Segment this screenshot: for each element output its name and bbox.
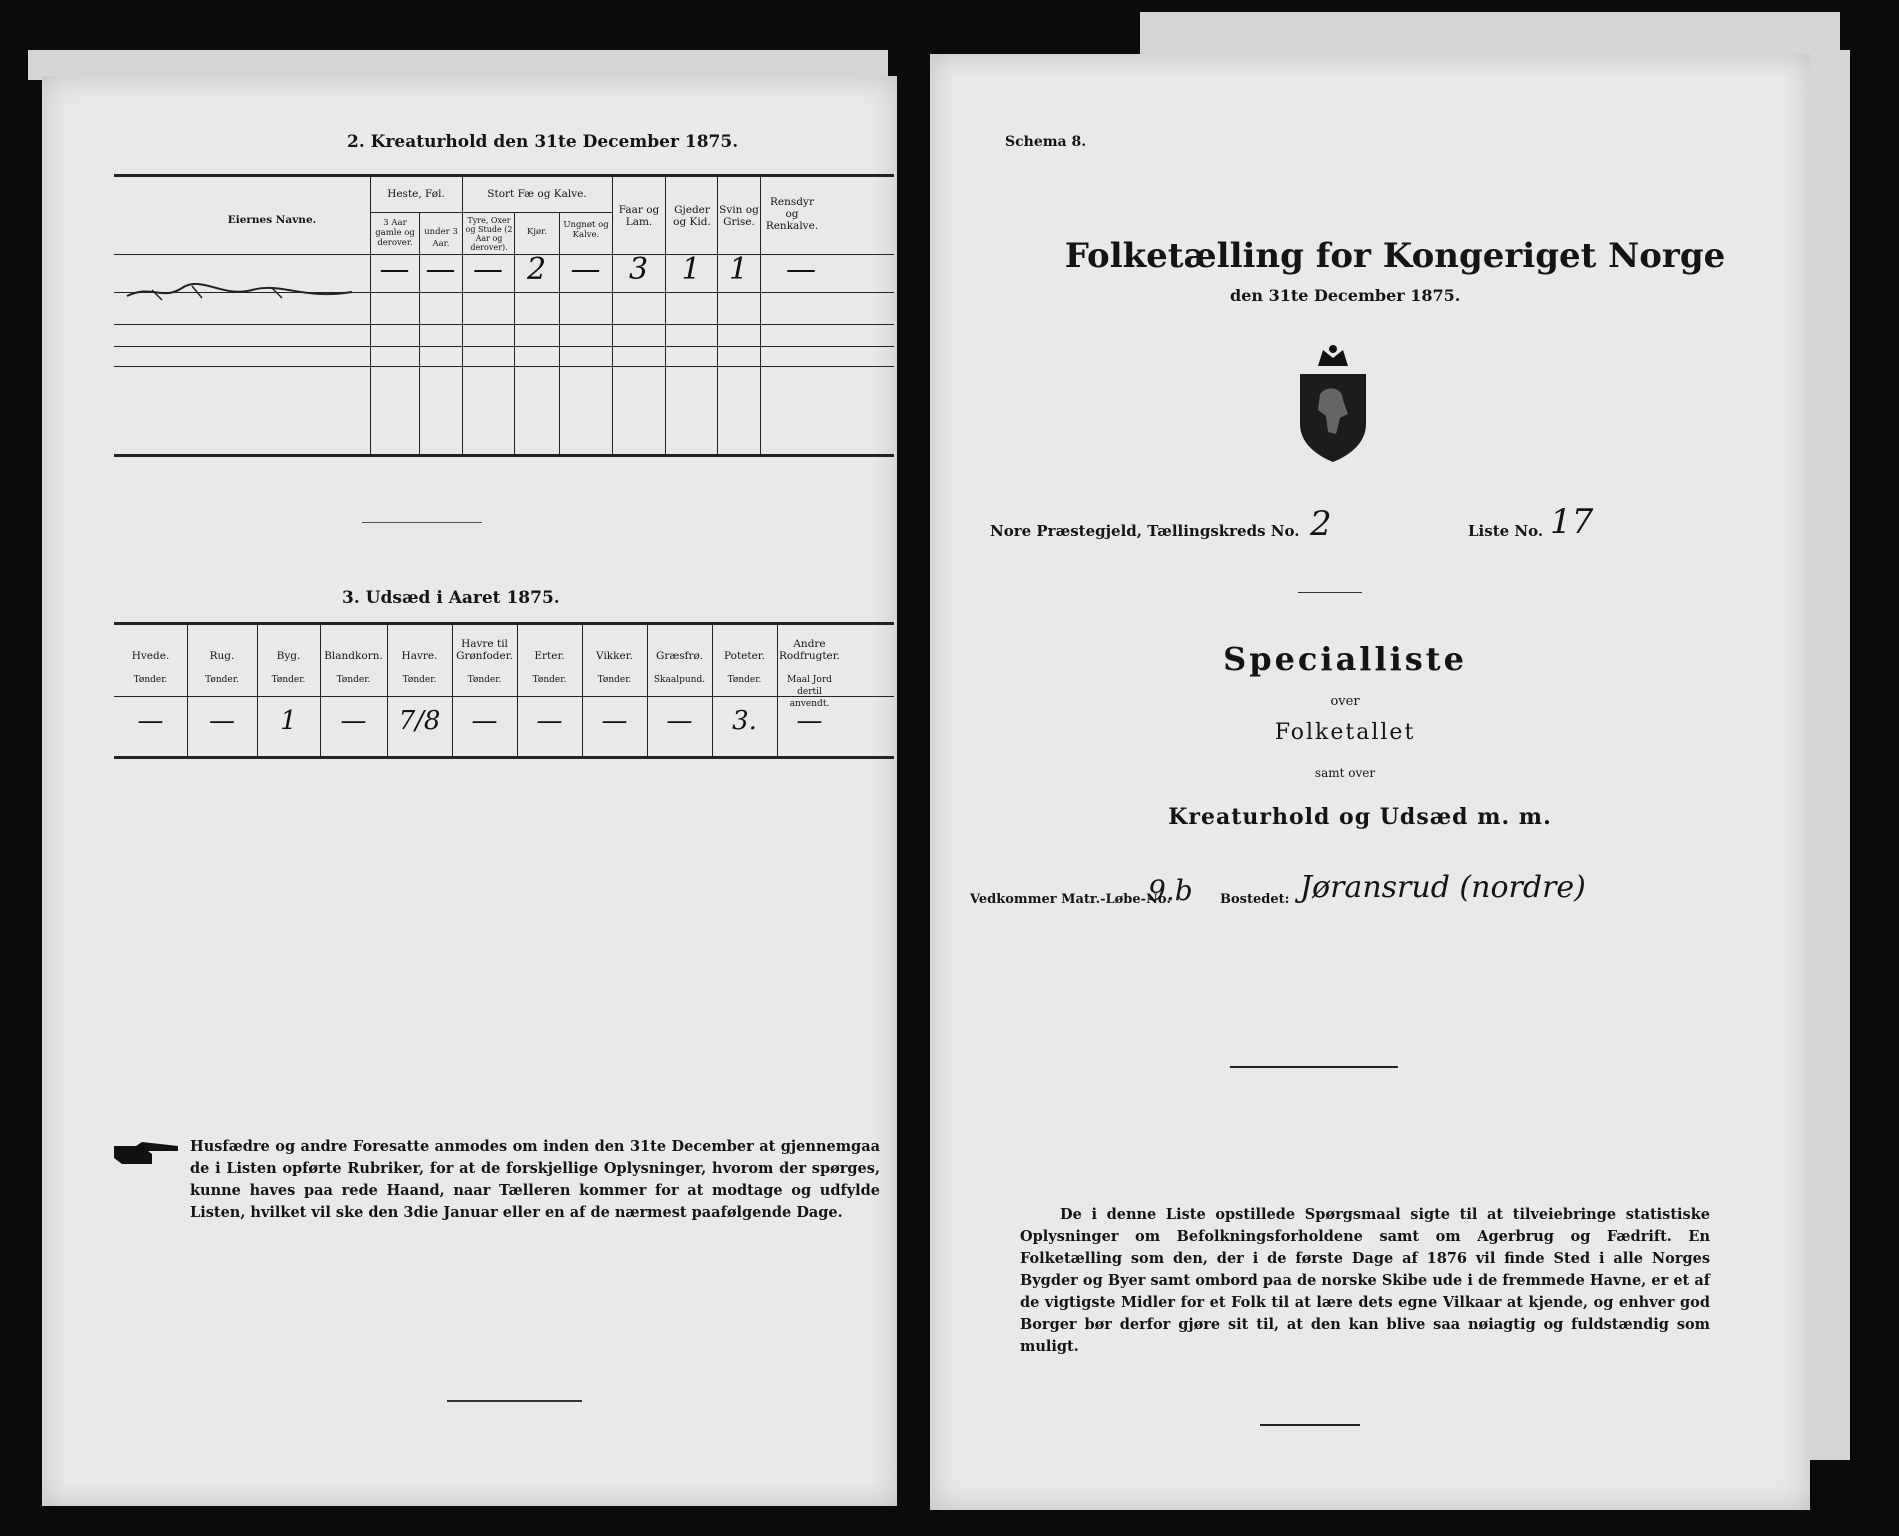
seed-col-header: Hvede. bbox=[131, 650, 170, 662]
bosted-label: Bostedet: bbox=[1220, 892, 1290, 907]
seed-value: — bbox=[536, 706, 563, 736]
bosted-value: Jøransrud (nordre) bbox=[1300, 870, 1586, 905]
livestock-value: — bbox=[570, 252, 601, 287]
seed-col-unit: Tønder. bbox=[133, 675, 168, 685]
matr-number: 9.b bbox=[1148, 874, 1193, 907]
col-header-faar: Faar og Lam. bbox=[618, 204, 660, 228]
pointing-hand-icon bbox=[112, 1138, 182, 1168]
seed-col-unit: Tønder. bbox=[205, 675, 239, 685]
divider bbox=[1298, 592, 1362, 593]
bottom-divider bbox=[1260, 1424, 1360, 1426]
table-col-rule bbox=[187, 622, 188, 758]
matr-label: Vedkommer Matr.-Løbe-No. bbox=[970, 892, 1171, 907]
table-col-rule bbox=[514, 212, 515, 456]
section2-title: 2. Kreaturhold den 31te December 1875. bbox=[347, 132, 739, 152]
section3-title: 3. Udsæd i Aaret 1875. bbox=[342, 588, 560, 608]
seed-value: — bbox=[137, 706, 164, 736]
subtitle: den 31te December 1875. bbox=[1230, 286, 1461, 305]
seed-col-header: Erter. bbox=[534, 650, 565, 662]
col-header-owner: Eiernes Navne. bbox=[227, 214, 317, 226]
samt-over-text: samt over bbox=[1314, 766, 1376, 780]
left-page bbox=[42, 76, 897, 1506]
col-header-tyre: Tyre, Oxer og Stude (2 Aar og derover). bbox=[465, 216, 513, 252]
table-rule bbox=[114, 174, 894, 177]
schema-label: Schema 8. bbox=[1005, 134, 1087, 150]
livestock-value: 1 bbox=[681, 252, 701, 287]
seed-col-header: Rug. bbox=[209, 650, 235, 662]
table-col-rule bbox=[419, 212, 420, 456]
table-col-rule bbox=[582, 622, 583, 758]
table-col-rule bbox=[462, 174, 463, 456]
table-col-rule bbox=[370, 174, 371, 456]
table-rule bbox=[370, 212, 612, 213]
table-col-rule bbox=[387, 622, 388, 758]
col-header-svin: Svin og Grise. bbox=[719, 204, 759, 228]
table-col-rule bbox=[257, 622, 258, 758]
owner-name-handwriting bbox=[122, 276, 362, 306]
seed-col-unit: Skaalpund. bbox=[653, 675, 706, 685]
livestock-value: — bbox=[425, 252, 456, 287]
col-header-stort: Stort Fæ og Kalve. bbox=[487, 188, 587, 200]
col-header-heste: Heste, Føl. bbox=[387, 188, 445, 200]
livestock-value: — bbox=[379, 252, 410, 287]
right-page bbox=[930, 54, 1810, 1510]
seed-col-header: Andre Rodfrugter. bbox=[779, 638, 840, 662]
seed-value: — bbox=[666, 706, 693, 736]
seed-value: — bbox=[209, 706, 235, 736]
table-col-rule bbox=[647, 622, 648, 758]
seed-col-header: Byg. bbox=[276, 650, 301, 662]
table-rule bbox=[114, 454, 894, 457]
col-header-gjeder: Gjeder og Kid. bbox=[673, 204, 711, 228]
folketallet: Folketallet bbox=[1274, 720, 1416, 745]
special-title: Specialliste bbox=[1223, 640, 1467, 678]
table-col-rule bbox=[320, 622, 321, 758]
col-header-rensdyr: Rensdyr og Renkalve. bbox=[765, 196, 819, 232]
seed-col-unit: Maal Jord dertil anvendt. bbox=[787, 675, 832, 709]
seed-col-header: Blandkorn. bbox=[324, 650, 383, 662]
seed-col-unit: Tønder. bbox=[597, 675, 632, 685]
livestock-value: — bbox=[786, 252, 816, 287]
table-col-rule bbox=[760, 174, 761, 456]
table-col-rule bbox=[717, 174, 718, 456]
notice-text: Husfædre og andre Foresatte anmodes om inden den 31te December at gjennemgaa de i Listen opførte Rubriker, for at de forskjellige Oplysninger, hvorom der spørges, kunne haves paa rede Haand, naar Tælleren kommer for at modtage og udfylde Listen, hvilket vil ske den 3die Januar eller en af de nærmest paafølgende Dage. bbox=[190, 1138, 880, 1221]
seed-col-unit: Tønder. bbox=[271, 675, 306, 685]
table-rule bbox=[114, 324, 894, 325]
seed-col-unit: Tønder. bbox=[402, 675, 437, 685]
col-header-ungnot: Ungnøt og Kalve. bbox=[563, 220, 609, 240]
seed-value: 3. bbox=[732, 706, 757, 736]
kreaturhold-title: Kreaturhold og Udsæd m. m. bbox=[1168, 804, 1552, 830]
table-col-rule bbox=[612, 174, 613, 456]
seed-col-header: Vikker. bbox=[596, 650, 633, 662]
livestock-value: — bbox=[473, 252, 503, 287]
seed-value: 1 bbox=[280, 706, 297, 736]
divider bbox=[1230, 1066, 1398, 1068]
col-header-kjor: Kjør. bbox=[527, 227, 547, 237]
main-title: Folketælling for Kongeriget Norge bbox=[1064, 236, 1726, 276]
seed-col-header: Havre til Grønfoder. bbox=[456, 638, 513, 662]
table-col-rule bbox=[517, 622, 518, 758]
district-label: Nore Præstegjeld, Tællingskreds No. bbox=[990, 522, 1300, 540]
table-rule bbox=[114, 366, 894, 367]
seed-col-header: Poteter. bbox=[723, 650, 766, 662]
col-header-heste-young: under 3 Aar. bbox=[424, 227, 458, 249]
seed-value: 7/8 bbox=[398, 706, 441, 736]
col-header-heste-old: 3 Aar gamle og derover. bbox=[375, 218, 415, 248]
seed-value: — bbox=[340, 706, 367, 736]
bottom-divider bbox=[447, 1400, 582, 1402]
livestock-value: 2 bbox=[526, 252, 547, 287]
liste-label: Liste No. bbox=[1468, 522, 1544, 540]
seed-value: — bbox=[796, 706, 823, 736]
liste-number: 17 bbox=[1550, 502, 1594, 542]
seed-value: — bbox=[601, 706, 628, 736]
section-divider bbox=[362, 522, 482, 523]
table-col-rule bbox=[712, 622, 713, 758]
livestock-value: 1 bbox=[728, 252, 749, 287]
livestock-value: 3 bbox=[628, 252, 649, 287]
seed-col-header: Havre. bbox=[401, 650, 438, 662]
seed-col-unit: Tønder. bbox=[336, 675, 371, 685]
district-number: 2 bbox=[1310, 504, 1332, 544]
coat-of-arms-icon bbox=[1288, 344, 1378, 464]
seed-col-unit: Tønder. bbox=[467, 675, 502, 685]
seed-col-header: Græsfrø. bbox=[655, 650, 704, 662]
over-text: over bbox=[1330, 694, 1360, 709]
table-col-rule bbox=[559, 212, 560, 456]
seed-col-unit: Tønder. bbox=[532, 675, 567, 685]
table-rule bbox=[114, 346, 894, 347]
table-col-rule bbox=[665, 174, 666, 456]
intro-paragraph: De i denne Liste opstillede Spørgsmaal sigte til at tilveiebringe statistiske Oplysninger om Befolkningsforholdene samt om Agerbrug og Fædrift. En Folketælling som den, der i de første Dage af 1876 vil finde Sted i alle Norges Bygder og Byer samt ombord paa de norske Skibe ude i de fremmede Havne, er et af de vigtigste Midler for et Folk til at lære dets egne Vilkaar at kjende, og enhver god Borger bør derfor gjøre sit til, at den kan blive saa nøiagtig og fuldstændig som muligt. bbox=[1020, 1206, 1710, 1355]
seed-col-unit: Tønder. bbox=[727, 675, 762, 685]
seed-value: — bbox=[471, 706, 498, 736]
